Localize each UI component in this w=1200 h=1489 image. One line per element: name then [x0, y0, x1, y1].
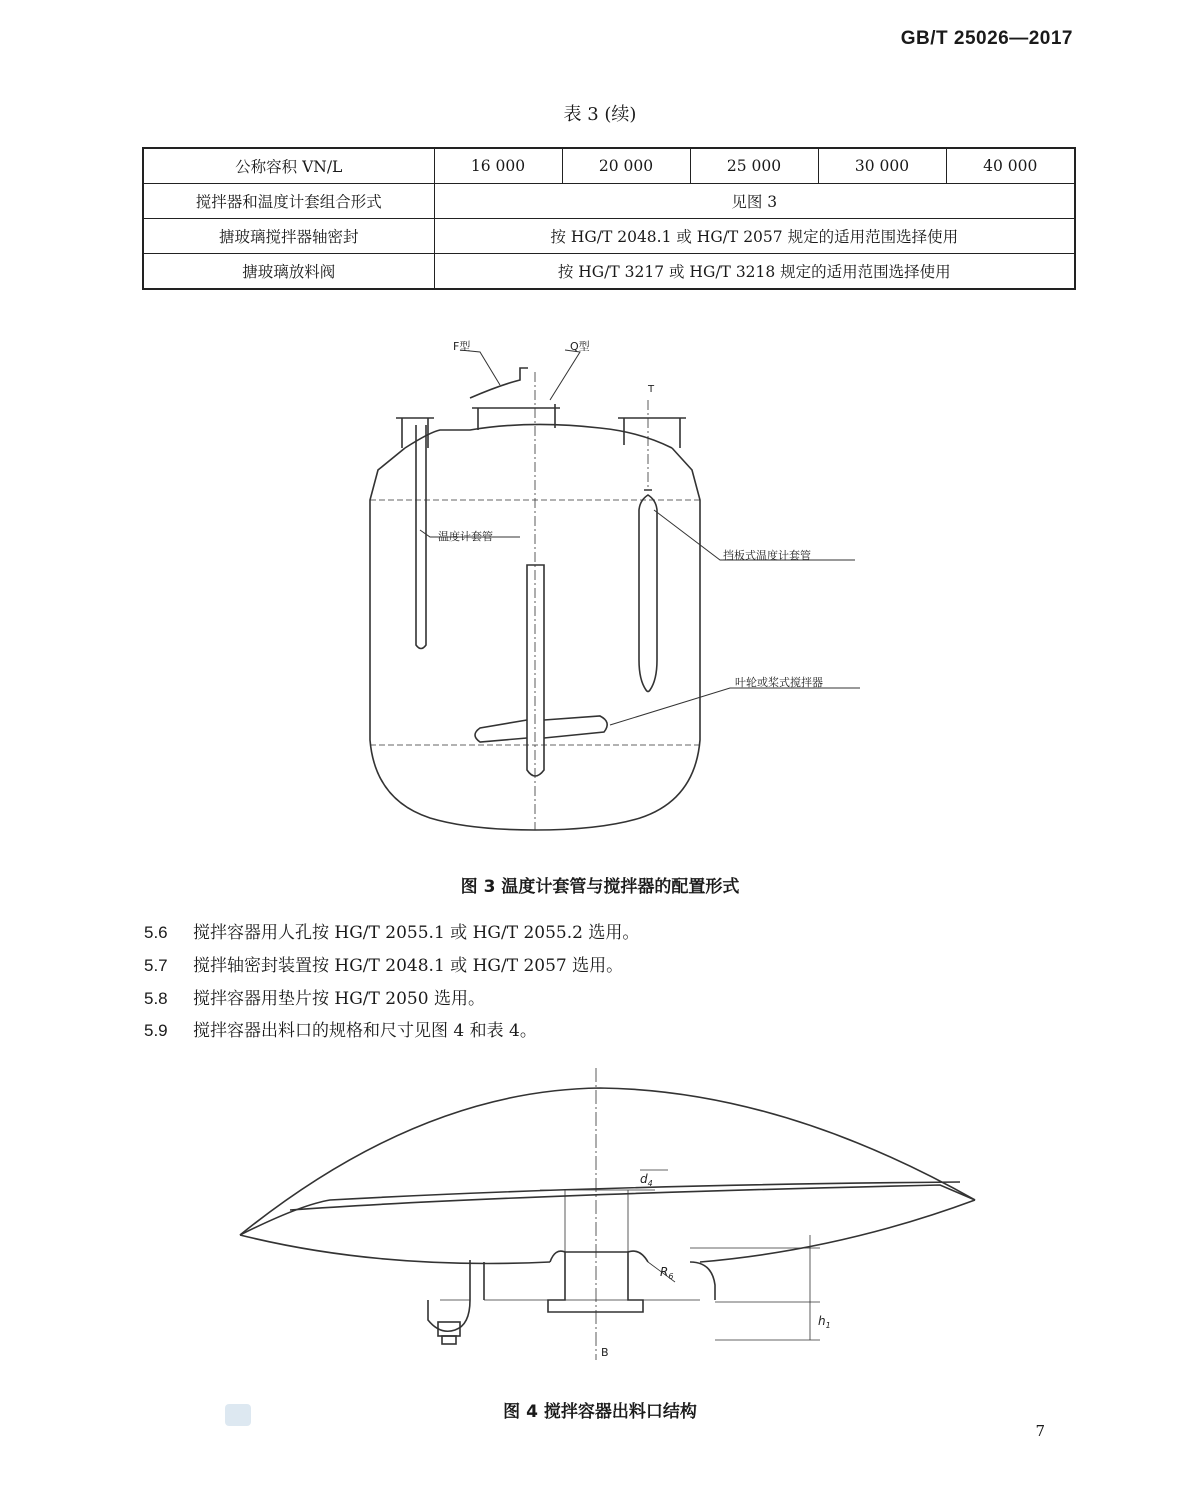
table-row	[143, 254, 1075, 290]
clause-5-7	[144, 951, 623, 976]
table-cell: 25 000	[690, 148, 818, 184]
baffle-sleeve-shape	[639, 490, 657, 692]
label-baffle-sleeve: 挡板式温度计套管	[723, 549, 811, 562]
label-d4: $d_4$	[640, 1172, 653, 1188]
row-label: 搪玻璃搅拌器轴密封	[143, 219, 434, 254]
outlet-drawing	[0, 1060, 1200, 1390]
label-t-mark: T	[648, 384, 655, 395]
table-row	[143, 184, 1075, 219]
label-r6: $R_6$	[660, 1265, 674, 1281]
figure-4	[0, 1060, 1200, 1390]
label-b-mark: B	[601, 1346, 609, 1359]
clause-5-8	[144, 984, 485, 1009]
clause-number: 5.8	[144, 989, 168, 1008]
table-cell: 20 000	[562, 148, 690, 184]
label-agitator: 叶轮或桨式搅拌器	[735, 676, 823, 689]
thermometer-sleeve-shape	[416, 425, 426, 649]
row-label: 搪玻璃放料阀	[143, 254, 434, 290]
outer-head-curve	[240, 1088, 975, 1235]
table-cell: 按 HG/T 2048.1 或 HG/T 2057 规定的适用范围选择使用	[434, 219, 1075, 254]
table-row	[143, 219, 1075, 254]
agitator-shaft	[527, 565, 544, 776]
clause-number: 5.9	[144, 1021, 168, 1040]
clause-text: 搅拌容器出料口的规格和尺寸见图 4 和表 4。	[193, 1021, 537, 1041]
clause-5-9	[144, 1016, 537, 1041]
page-number: 7	[1035, 1422, 1045, 1440]
figure-3-caption: 图 3 温度计套管与搅拌器的配置形式	[460, 877, 740, 897]
figure-3	[0, 330, 1200, 850]
table-cell: 见图 3	[434, 184, 1075, 219]
clause-text: 搅拌容器用垫片按 HG/T 2050 选用。	[193, 989, 485, 1009]
agitator-blade-right	[544, 716, 607, 738]
figure-4-caption: 图 4 搅拌容器出料口结构	[503, 1402, 697, 1422]
table-row	[143, 148, 1075, 184]
row-label: 公称容积 VN/L	[143, 148, 434, 184]
clause-text: 搅拌容器用人孔按 HG/T 2055.1 或 HG/T 2055.2 选用。	[193, 923, 640, 943]
label-h1: $h_1$	[818, 1314, 831, 1330]
standard-code: GB/T 25026—2017	[900, 28, 1073, 49]
table-cell: 16 000	[434, 148, 562, 184]
watermark-logo	[223, 1400, 253, 1430]
table-cell: 按 HG/T 3217 或 HG/T 3218 规定的适用范围选择使用	[434, 254, 1075, 290]
clause-text: 搅拌轴密封装置按 HG/T 2048.1 或 HG/T 2057 选用。	[193, 956, 624, 976]
table-caption: 表 3 (续)	[563, 104, 637, 125]
label-q-type: Q型	[570, 340, 590, 353]
label-f-type: F型	[453, 340, 471, 353]
table-cell: 30 000	[818, 148, 946, 184]
nozzle-left	[396, 418, 434, 448]
outlet-neck	[548, 1251, 648, 1312]
label-thermometer-sleeve: 温度计套管	[438, 530, 493, 543]
clause-number: 5.6	[144, 923, 168, 942]
clause-5-6	[144, 918, 639, 943]
vessel-drawing	[0, 330, 1200, 850]
spec-table	[142, 147, 1076, 290]
table-cell: 40 000	[946, 148, 1075, 184]
agitator-blade-left	[475, 720, 527, 742]
row-label: 搅拌器和温度计套组合形式	[143, 184, 434, 219]
clause-number: 5.7	[144, 956, 168, 975]
